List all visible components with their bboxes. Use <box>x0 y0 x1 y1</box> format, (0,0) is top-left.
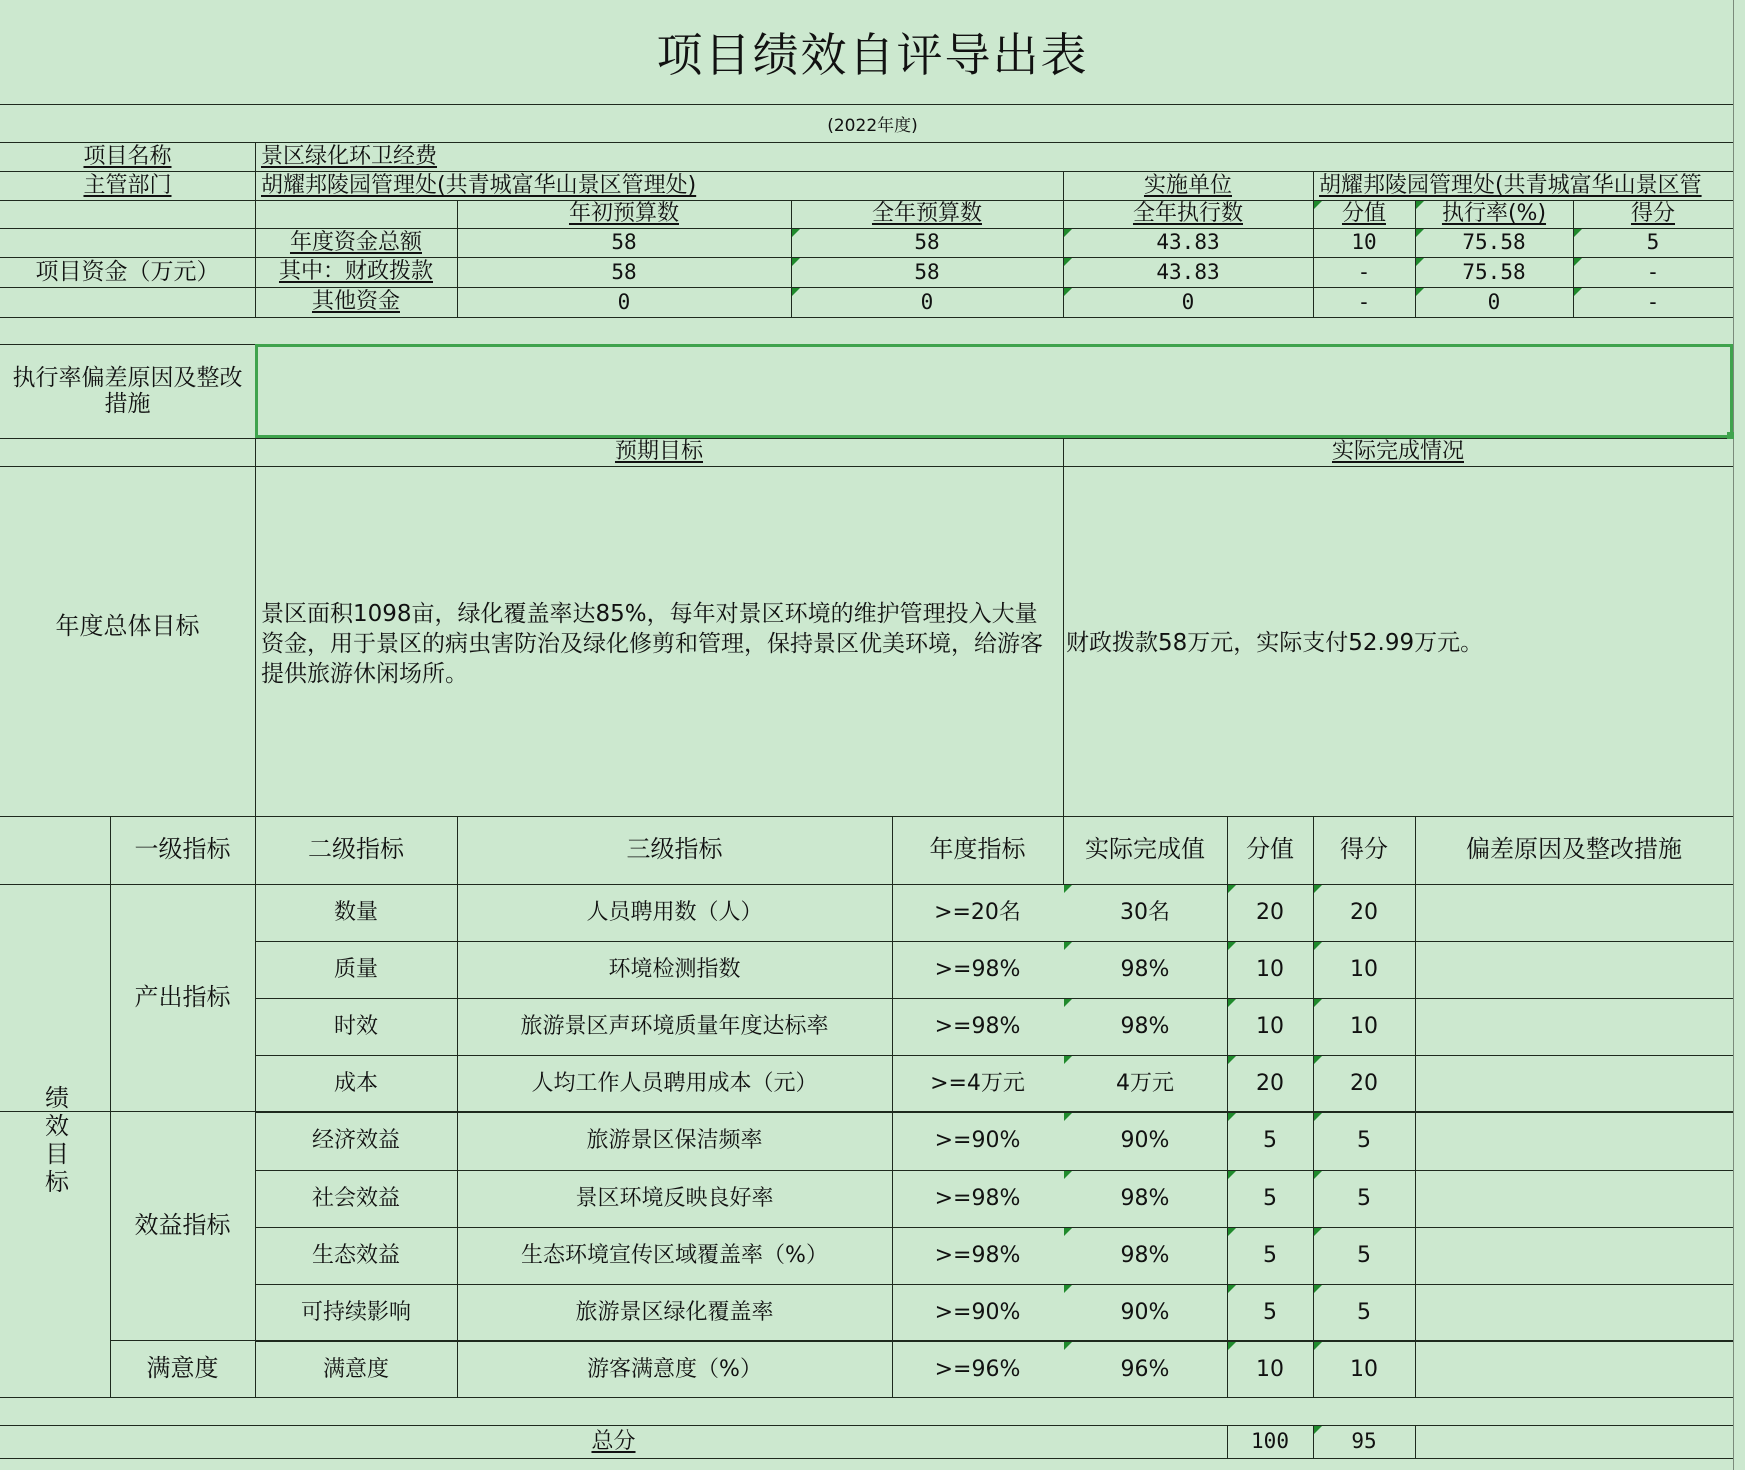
cell-flag-marker <box>1314 1285 1322 1293</box>
funds-cell-exec-rate[interactable]: 75.58 <box>1462 230 1526 255</box>
perf-side-label: 绩效目标 <box>40 1084 69 1197</box>
cell-flag-marker <box>792 288 800 296</box>
target-cell[interactable]: >=98% <box>934 1013 1021 1039</box>
perf-header-weight: 分值 <box>1246 835 1294 864</box>
funds-cell-executed[interactable]: 43.83 <box>1156 259 1220 284</box>
total-weight: 100 <box>1251 1429 1289 1454</box>
funds-cell-score[interactable]: 5 <box>1646 230 1660 255</box>
year-label: (2022年度) <box>827 115 918 136</box>
level2-cell: 可持续影响 <box>300 1299 411 1325</box>
deviation-label: 执行率偏差原因及整改措施 <box>12 364 243 417</box>
funds-cell-executed[interactable]: 43.83 <box>1156 230 1220 255</box>
grid-hline <box>0 466 1733 467</box>
cell-flag-marker <box>792 229 800 237</box>
level2-cell: 社会效益 <box>311 1185 400 1211</box>
note-cell[interactable] <box>1415 1055 1733 1112</box>
score-cell[interactable]: 5 <box>1357 1242 1371 1268</box>
target-cell[interactable]: >=90% <box>934 1299 1021 1325</box>
actual-cell[interactable]: 4万元 <box>1116 1070 1174 1096</box>
weight-cell[interactable]: 5 <box>1263 1299 1277 1325</box>
cell-flag-marker <box>1416 288 1424 296</box>
project-name-label: 项目名称 <box>83 144 172 170</box>
cell-flag-marker <box>1064 1285 1072 1293</box>
cell-flag-marker <box>1228 1342 1236 1350</box>
note-cell[interactable] <box>1415 1284 1733 1341</box>
target-cell[interactable]: >=4万元 <box>930 1070 1025 1096</box>
impl-unit-label: 实施单位 <box>1143 172 1232 198</box>
funds-header-executed: 全年执行数 <box>1132 201 1243 227</box>
funds-cell-annual-budget[interactable]: 58 <box>914 230 940 255</box>
actual-cell[interactable]: 96% <box>1120 1356 1170 1382</box>
cell-flag-marker <box>1314 885 1322 893</box>
cell-flag-marker <box>1314 1426 1322 1434</box>
cell-flag-marker <box>1228 885 1236 893</box>
grid-hline <box>0 1458 1733 1459</box>
grid-vline <box>1415 1425 1416 1458</box>
note-cell[interactable] <box>1415 884 1733 941</box>
weight-cell[interactable]: 20 <box>1256 1070 1284 1096</box>
expected-goal-text[interactable]: 景区面积1098亩，绿化覆盖率达85%，每年对景区环境的维护管理投入大量资金，用于景区的病虫害防治及绿化修剪和管理，保持景区优美环境，给游客提供旅游休闲场所。 <box>261 601 1043 687</box>
cell-flag-marker <box>1314 1171 1322 1179</box>
score-cell[interactable]: 10 <box>1350 1356 1378 1382</box>
cell-flag-marker <box>1064 999 1072 1007</box>
target-cell[interactable]: >=98% <box>934 956 1021 982</box>
level3-cell: 环境检测指数 <box>608 956 741 982</box>
perf-header-actual: 实际完成值 <box>1085 835 1205 864</box>
expected-goal-header: 预期目标 <box>614 439 703 465</box>
cell-flag-marker <box>1314 942 1322 950</box>
perf-header-note: 偏差原因及整改措施 <box>1466 835 1682 864</box>
note-cell[interactable] <box>1415 941 1733 998</box>
level2-cell: 成本 <box>333 1070 378 1096</box>
note-cell[interactable] <box>1415 1341 1733 1398</box>
level3-cell: 景区环境反映良好率 <box>575 1185 774 1211</box>
perf-header-level2: 二级指标 <box>308 835 404 864</box>
actual-cell[interactable]: 98% <box>1120 956 1170 982</box>
cell-flag-marker <box>1416 258 1424 266</box>
funds-cell-initial-budget[interactable]: 58 <box>611 230 637 255</box>
cell-flag-marker <box>1228 1228 1236 1236</box>
note-cell[interactable] <box>1415 1170 1733 1227</box>
score-cell[interactable]: 20 <box>1350 899 1378 925</box>
funds-header-exec-rate: 执行率(%) <box>1441 201 1547 227</box>
level3-cell: 人员聘用数（人） <box>586 899 763 925</box>
level3-cell: 旅游景区保洁频率 <box>586 1128 763 1154</box>
target-cell[interactable]: >=20名 <box>934 899 1021 925</box>
score-cell[interactable]: 5 <box>1357 1299 1371 1325</box>
score-cell[interactable]: 10 <box>1350 1013 1378 1039</box>
grid-hline <box>0 317 1733 318</box>
cell-flag-marker <box>1064 258 1072 266</box>
note-cell[interactable] <box>1415 1227 1733 1284</box>
score-cell[interactable]: 5 <box>1357 1128 1371 1154</box>
level1-satisfaction: 满意度 <box>146 1353 219 1382</box>
level3-cell: 游客满意度（%） <box>587 1356 762 1382</box>
funds-row-label: 其他资金 <box>311 289 400 315</box>
funds-cell-weight[interactable]: - <box>1357 259 1371 284</box>
score-cell[interactable]: 5 <box>1357 1185 1371 1211</box>
score-cell[interactable]: 20 <box>1350 1070 1378 1096</box>
funds-cell-score[interactable]: - <box>1646 259 1660 284</box>
funds-row-label: 年度资金总额 <box>289 229 422 255</box>
funds-cell-annual-budget[interactable]: 0 <box>920 289 934 314</box>
weight-cell[interactable]: 5 <box>1263 1185 1277 1211</box>
dept-value[interactable]: 胡耀邦陵园管理处(共青城富华山景区管理处) <box>261 172 697 198</box>
actual-cell[interactable]: 90% <box>1120 1299 1170 1325</box>
funds-cell-weight[interactable]: - <box>1357 289 1371 314</box>
perf-header-level1: 一级指标 <box>134 835 231 864</box>
actual-cell[interactable]: 98% <box>1120 1185 1170 1211</box>
actual-cell[interactable]: 90% <box>1120 1128 1170 1154</box>
funds-cell-initial-budget[interactable]: 58 <box>611 259 637 284</box>
level2-cell: 生态效益 <box>311 1242 400 1268</box>
annual-goal-label: 年度总体目标 <box>55 612 200 641</box>
level1-benefit: 效益指标 <box>134 1210 231 1239</box>
level2-cell: 质量 <box>333 956 378 982</box>
note-cell[interactable] <box>1415 1112 1733 1170</box>
cell-flag-marker <box>1574 229 1582 237</box>
perf-header-score: 得分 <box>1340 835 1388 864</box>
level3-cell: 旅游景区绿化覆盖率 <box>575 1299 774 1325</box>
cell-flag-marker <box>1064 1056 1072 1064</box>
weight-cell[interactable]: 5 <box>1263 1242 1277 1268</box>
cell-flag-marker <box>1314 1056 1322 1064</box>
cell-flag-marker <box>1228 1056 1236 1064</box>
actual-cell[interactable]: 30名 <box>1120 899 1170 925</box>
target-cell[interactable]: >=90% <box>934 1128 1021 1154</box>
cell-flag-marker <box>1314 201 1322 209</box>
funds-cell-initial-budget[interactable]: 0 <box>617 289 631 314</box>
funds-cell-exec-rate[interactable]: 0 <box>1487 289 1501 314</box>
actual-cell[interactable]: 98% <box>1120 1242 1170 1268</box>
impl-unit-value[interactable]: 胡耀邦陵园管理处(共青城富华山景区管 <box>1319 172 1702 198</box>
project-name-value[interactable]: 景区绿化环卫经费 <box>261 144 438 170</box>
sheet-right-edge <box>1733 0 1734 1470</box>
level3-cell: 旅游景区声环境质量年度达标率 <box>520 1013 829 1039</box>
cell-flag-marker <box>1064 885 1072 893</box>
perf-header-target: 年度指标 <box>929 835 1026 864</box>
funds-header-annual-budget: 全年预算数 <box>871 201 982 227</box>
actual-cell[interactable]: 98% <box>1120 1013 1170 1039</box>
level2-cell: 经济效益 <box>311 1128 400 1154</box>
cell-flag-marker <box>1574 258 1582 266</box>
target-cell[interactable]: >=98% <box>934 1185 1021 1211</box>
dept-label: 主管部门 <box>83 172 172 198</box>
cell-flag-marker <box>1228 999 1236 1007</box>
funds-header-weight: 分值 <box>1341 201 1386 227</box>
funds-cell-exec-rate[interactable]: 75.58 <box>1462 259 1526 284</box>
actual-result-header: 实际完成情况 <box>1331 439 1464 465</box>
cell-flag-marker <box>1416 229 1424 237</box>
funds-label: 项目资金（万元） <box>35 259 220 286</box>
weight-cell[interactable]: 10 <box>1256 1356 1284 1382</box>
weight-cell[interactable]: 10 <box>1256 956 1284 982</box>
cell-flag-marker <box>1314 1228 1322 1236</box>
actual-result-text[interactable]: 财政拨款58万元，实际支付52.99万元。 <box>1066 630 1484 656</box>
weight-cell[interactable]: 5 <box>1263 1128 1277 1154</box>
cell-flag-marker <box>792 258 800 266</box>
weight-cell[interactable]: 20 <box>1256 899 1284 925</box>
cell-flag-marker <box>1064 1113 1072 1121</box>
sheet-title: 项目绩效自评导出表 <box>656 28 1089 82</box>
level3-cell: 生态环境宣传区域覆盖率（%） <box>521 1242 828 1268</box>
cell-flag-marker <box>1228 942 1236 950</box>
funds-cell-executed[interactable]: 0 <box>1181 289 1195 314</box>
target-cell[interactable]: >=96% <box>934 1356 1021 1382</box>
cell-flag-marker <box>1228 1285 1236 1293</box>
funds-cell-score[interactable]: - <box>1646 289 1660 314</box>
total-label: 总分 <box>591 1428 636 1454</box>
perf-header-level3: 三级指标 <box>626 835 723 864</box>
weight-cell[interactable]: 10 <box>1256 1013 1284 1039</box>
cell-flag-marker <box>1314 1113 1322 1121</box>
total-score: 95 <box>1351 1429 1377 1454</box>
target-cell[interactable]: >=98% <box>934 1242 1021 1268</box>
cell-flag-marker <box>1064 942 1072 950</box>
cell-flag-marker <box>1314 999 1322 1007</box>
cell-flag-marker <box>1064 1171 1072 1179</box>
cell-flag-marker <box>1064 229 1072 237</box>
funds-cell-weight[interactable]: 10 <box>1351 230 1377 255</box>
cell-flag-marker <box>1228 1113 1236 1121</box>
cell-flag-marker <box>1416 201 1424 209</box>
cell-flag-marker <box>1064 288 1072 296</box>
level3-cell: 人均工作人员聘用成本（元） <box>531 1070 818 1096</box>
cell-selection-outline <box>255 344 1733 438</box>
score-cell[interactable]: 10 <box>1350 956 1378 982</box>
level2-cell: 数量 <box>333 899 378 925</box>
level2-cell: 满意度 <box>322 1356 389 1382</box>
cell-flag-marker <box>1228 1171 1236 1179</box>
grid-hline <box>0 104 1733 105</box>
note-cell[interactable] <box>1415 998 1733 1055</box>
funds-row-label: 其中：财政拨款 <box>278 259 433 285</box>
funds-cell-annual-budget[interactable]: 58 <box>914 259 940 284</box>
cell-flag-marker <box>1314 1342 1322 1350</box>
cell-flag-marker <box>1064 1228 1072 1236</box>
cell-flag-marker <box>1064 1342 1072 1350</box>
cell-flag-marker <box>1574 288 1582 296</box>
level1-output: 产出指标 <box>134 982 231 1011</box>
level2-cell: 时效 <box>333 1013 378 1039</box>
funds-header-initial-budget: 年初预算数 <box>568 201 679 227</box>
funds-header-score: 得分 <box>1630 201 1675 227</box>
